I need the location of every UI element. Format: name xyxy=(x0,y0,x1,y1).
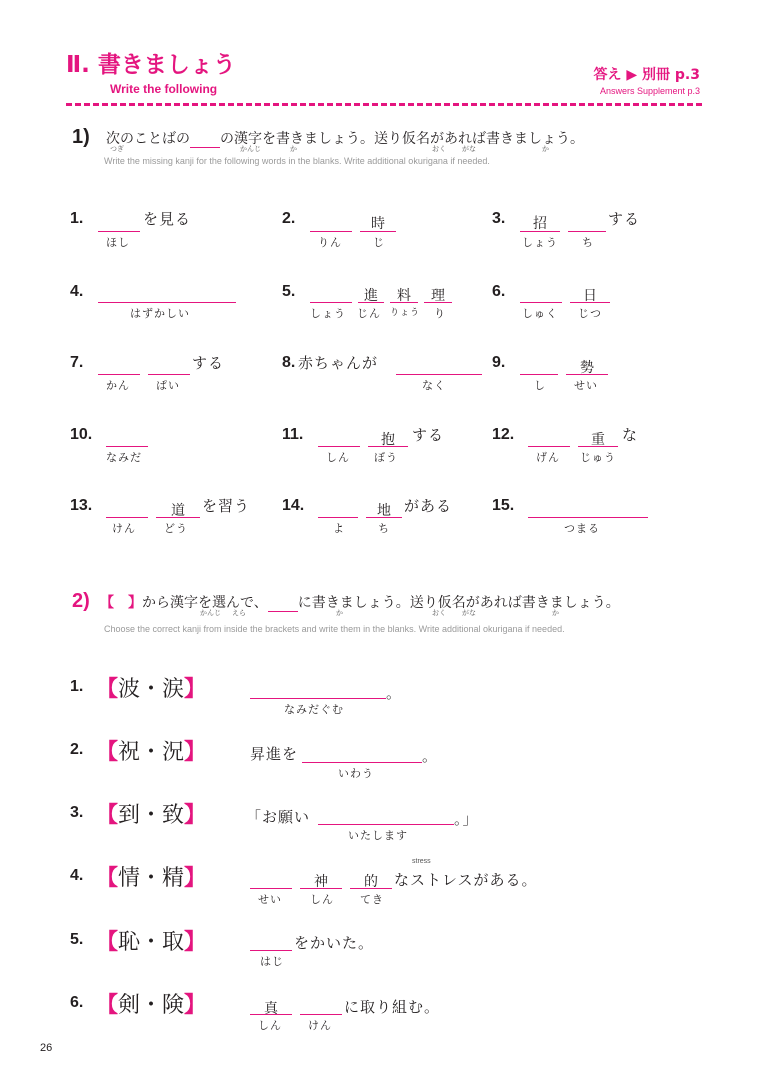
answer-blank[interactable] xyxy=(148,374,190,375)
given-kanji: 真 xyxy=(264,1001,278,1017)
ruby: かんじ xyxy=(200,609,221,617)
reading: どう xyxy=(164,522,188,535)
kanji-underline xyxy=(360,231,396,232)
item-number: 14. xyxy=(282,497,305,514)
reading: じん xyxy=(357,307,381,320)
reading: ほし xyxy=(106,236,130,249)
reading: せい xyxy=(258,893,282,906)
instruction-part: に書きましょう。送り仮名があれば書きましょう。 xyxy=(297,595,620,611)
ruby: がな xyxy=(462,145,476,153)
item-number: 11. xyxy=(282,426,304,443)
item-number: 1. xyxy=(70,678,84,695)
reading: せい xyxy=(574,379,598,392)
ruby: がな xyxy=(462,609,476,617)
reading: し xyxy=(534,379,546,392)
answer-blank[interactable] xyxy=(106,446,148,447)
answer-blank[interactable] xyxy=(98,231,140,232)
kanji-underline xyxy=(156,517,200,518)
instruction-part: 次のことばの xyxy=(106,131,190,147)
answer-blank[interactable] xyxy=(520,374,558,375)
choice-bracket: 【恥・取】 xyxy=(96,929,207,955)
item-number: 3. xyxy=(70,804,84,821)
reading: しょう xyxy=(522,236,558,249)
kanji-underline xyxy=(424,302,452,303)
kanji-underline xyxy=(300,888,342,889)
reading: はじ xyxy=(260,955,284,968)
stress-note: stress xyxy=(412,858,431,865)
answer-blank[interactable] xyxy=(396,374,482,375)
bracket-close: 】 xyxy=(128,595,142,611)
section2-instruction-en: Choose the correct kanji from inside the brackets and write them in the blanks. Write additional okurigana if needed. xyxy=(104,624,565,634)
suffix-text: な xyxy=(622,426,639,444)
kanji-underline xyxy=(358,302,384,303)
reading: なみだ xyxy=(106,451,142,464)
answer-blank[interactable] xyxy=(302,762,422,763)
answer-blank[interactable] xyxy=(318,446,360,447)
reading: いたします xyxy=(348,829,408,842)
page-number: 26 xyxy=(40,1042,53,1054)
prefix-text: 「お願い xyxy=(246,808,311,826)
header-divider xyxy=(66,103,702,106)
item-number: 5. xyxy=(70,931,84,948)
kanji-choices: 剣・険 xyxy=(118,993,185,1018)
answer-blank[interactable] xyxy=(250,888,292,889)
ruby: か xyxy=(336,609,343,617)
answer-blank[interactable] xyxy=(250,698,386,699)
reading: かん xyxy=(106,379,130,392)
ruby: おく xyxy=(432,609,446,617)
item-number: 4. xyxy=(70,867,84,884)
suffix-text: を習う xyxy=(202,497,251,515)
instruction-blank xyxy=(190,133,220,148)
reading: しゅく xyxy=(522,307,558,320)
item-number: 15. xyxy=(492,497,515,514)
item-number: 2. xyxy=(70,741,84,758)
ruby: か xyxy=(552,609,559,617)
answer-blank[interactable] xyxy=(528,446,570,447)
kanji-choices: 情・精 xyxy=(118,866,185,891)
bracket-open: 【 xyxy=(100,595,114,611)
item-number: 2. xyxy=(282,210,296,227)
ruby: えら xyxy=(232,609,246,617)
ruby: おく xyxy=(432,145,446,153)
kanji-underline xyxy=(368,446,408,447)
answer-blank[interactable] xyxy=(568,231,606,232)
item-number: 3. xyxy=(492,210,506,227)
kanji-choices: 祝・況 xyxy=(118,740,185,765)
reading: はずかしい xyxy=(130,307,190,320)
reading: いわう xyxy=(338,767,374,780)
answers-ref: 答え ▶ 別冊 p.3 xyxy=(593,67,700,83)
item-number: 6. xyxy=(70,994,84,1011)
section1-instruction-en: Write the missing kanji for the following words in the blanks. Write additional okurigana if needed. xyxy=(104,156,490,166)
reading: ぱい xyxy=(156,379,180,392)
ruby: かんじ xyxy=(240,145,261,153)
instruction-blank xyxy=(268,597,298,612)
section2-number: 2) xyxy=(72,590,90,612)
instruction-part: から漢字を選んで、 xyxy=(142,595,268,611)
item-number: 7. xyxy=(70,354,84,371)
kanji-underline xyxy=(578,446,618,447)
item-number: 10. xyxy=(70,426,93,443)
reading: りょう xyxy=(390,308,421,318)
instruction-part: の漢字を書きましょう。送り仮名があれば書きましょう。 xyxy=(220,131,584,147)
given-kanji: 地 xyxy=(377,503,391,519)
reading: よ xyxy=(333,522,345,535)
item-number: 5. xyxy=(282,283,296,300)
section1-instruction xyxy=(106,128,584,148)
kanji-choices: 恥・取 xyxy=(118,930,185,955)
suffix-text: 。 xyxy=(386,684,403,702)
page-title: Ⅱ. 書きましょう xyxy=(66,52,236,78)
item-number: 12. xyxy=(492,426,515,443)
suffix-text: する xyxy=(192,354,225,372)
given-kanji: 重 xyxy=(591,432,605,448)
answer-blank[interactable] xyxy=(250,950,292,951)
ruby: つぎ xyxy=(110,145,124,153)
reading: けん xyxy=(112,522,136,535)
kanji-underline xyxy=(520,231,560,232)
kanji-underline xyxy=(390,302,418,303)
answers-ref-en: Answers Supplement p.3 xyxy=(599,86,700,96)
reading: りん xyxy=(318,236,342,249)
reading: つまる xyxy=(564,522,600,535)
reading: じゅう xyxy=(580,451,616,464)
given-kanji: 抱 xyxy=(381,432,395,448)
answer-blank[interactable] xyxy=(106,517,148,518)
reading: なく xyxy=(422,379,446,392)
given-kanji: 勢 xyxy=(580,360,594,376)
answer-blank[interactable] xyxy=(528,517,648,518)
reading: ち xyxy=(582,236,594,249)
suffix-text: をかいた。 xyxy=(294,934,375,952)
answer-blank[interactable] xyxy=(98,374,140,375)
item-number: 6. xyxy=(492,283,506,300)
suffix-text: を見る xyxy=(143,210,192,228)
answer-blank[interactable] xyxy=(318,517,358,518)
kanji-underline xyxy=(250,1014,292,1015)
reading: けん xyxy=(308,1019,332,1032)
reading: しん xyxy=(326,451,350,464)
suffix-text: 。 xyxy=(422,747,439,765)
item-number: 8. xyxy=(282,354,296,371)
answer-blank[interactable] xyxy=(318,824,454,825)
choice-bracket: 【祝・況】 xyxy=(96,739,207,765)
choice-bracket: 【波・涙】 xyxy=(96,676,207,702)
reading: じ xyxy=(373,236,385,249)
section2-instruction xyxy=(100,592,620,612)
ruby: か xyxy=(542,145,549,153)
choice-bracket: 【情・精】 xyxy=(96,865,207,891)
item-number: 4. xyxy=(70,283,84,300)
suffix-text: がある xyxy=(404,497,453,515)
answer-blank[interactable] xyxy=(520,302,562,303)
given-kanji: 時 xyxy=(371,216,385,232)
prefix-text: 赤ちゃんが xyxy=(298,354,379,372)
page-subtitle: Write the following xyxy=(110,82,218,96)
kanji-underline xyxy=(366,517,402,518)
suffix-text: 。」 xyxy=(454,810,479,828)
given-kanji: 道 xyxy=(171,503,185,519)
suffix-text: なストレスがある。 xyxy=(394,871,538,889)
kanji-choices: 到・致 xyxy=(118,803,185,828)
section1-number: 1) xyxy=(72,126,90,148)
item-number: 1. xyxy=(70,210,84,227)
reading: なみだぐむ xyxy=(284,703,344,716)
prefix-text: 昇進を xyxy=(250,745,299,763)
kanji-underline xyxy=(570,302,610,303)
reading: じつ xyxy=(578,307,602,320)
reading: り xyxy=(434,307,446,320)
given-kanji: 的 xyxy=(364,874,378,890)
kanji-choices: 波・涙 xyxy=(118,677,185,702)
choice-bracket: 【剣・険】 xyxy=(96,992,207,1018)
reading: しょう xyxy=(310,307,346,320)
reading: げん xyxy=(536,451,560,464)
kanji-underline xyxy=(566,374,608,375)
answer-blank[interactable] xyxy=(310,231,352,232)
answer-blank[interactable] xyxy=(300,1014,342,1015)
suffix-text: に取り組む。 xyxy=(344,998,441,1016)
answer-blank[interactable] xyxy=(98,302,236,303)
given-kanji: 日 xyxy=(583,288,597,304)
reading: ぼう xyxy=(374,451,398,464)
given-kanji: 理 xyxy=(431,288,445,304)
given-kanji: 料 xyxy=(397,288,411,304)
reading: てき xyxy=(360,893,384,906)
given-kanji: 招 xyxy=(533,216,547,232)
item-number: 13. xyxy=(70,497,93,514)
choice-bracket: 【到・致】 xyxy=(96,802,207,828)
reading: ち xyxy=(378,522,390,535)
suffix-text: する xyxy=(608,210,641,228)
given-kanji: 進 xyxy=(364,288,378,304)
given-kanji: 神 xyxy=(314,874,328,890)
item-number: 9. xyxy=(492,354,506,371)
reading: しん xyxy=(258,1019,282,1032)
kanji-underline xyxy=(350,888,392,889)
reading: しん xyxy=(310,893,334,906)
answer-blank[interactable] xyxy=(310,302,352,303)
suffix-text: する xyxy=(412,426,445,444)
ruby: か xyxy=(290,145,297,153)
